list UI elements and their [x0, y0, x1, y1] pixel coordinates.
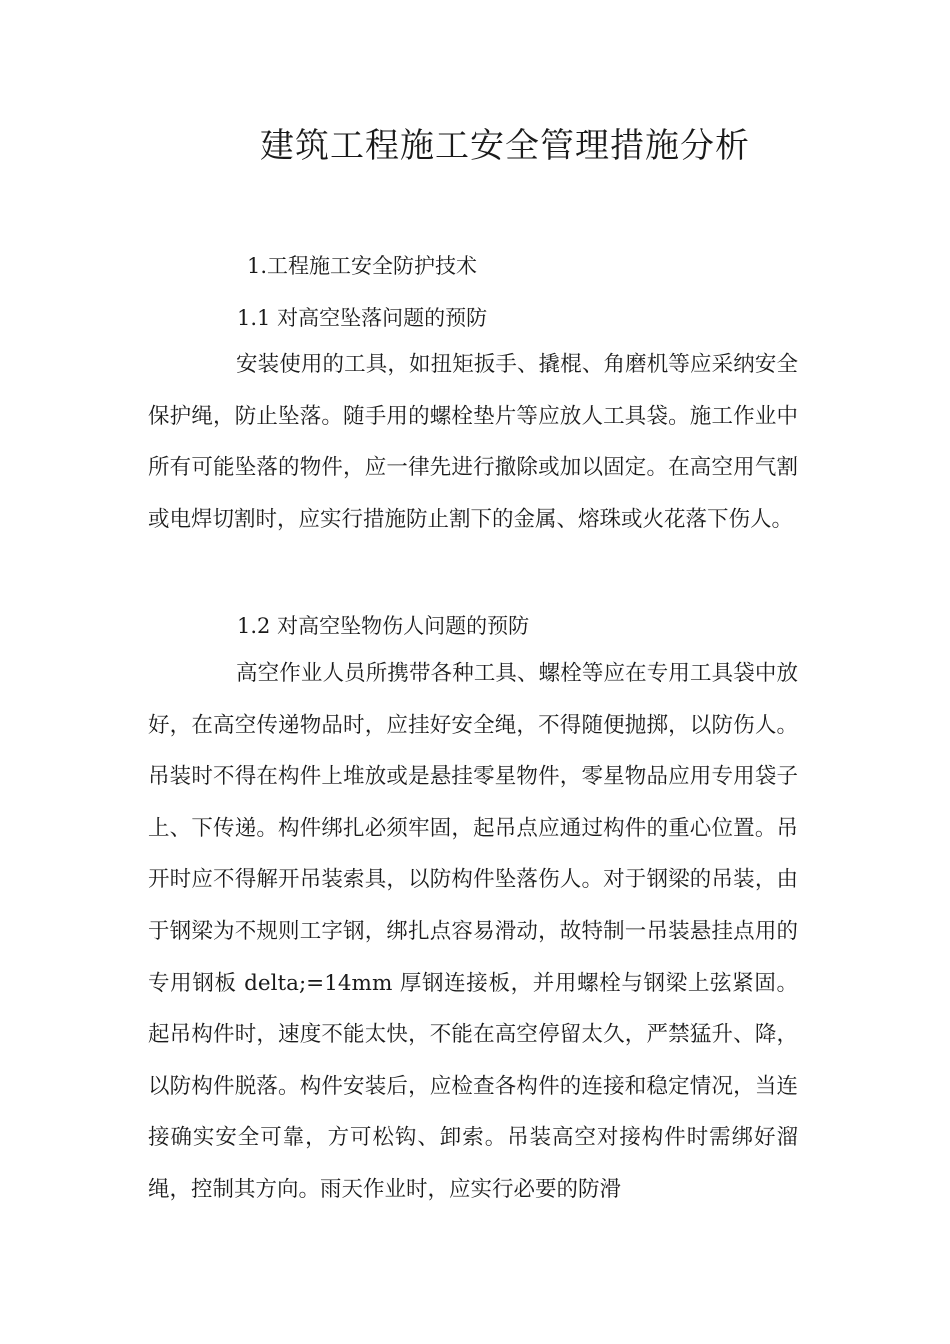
- document-title: 建筑工程施工安全管理措施分析: [260, 126, 750, 166]
- subsection-heading-1-1: 1.1 对高空坠落问题的预防: [237, 306, 488, 330]
- paragraph-falling-object-prevention: 高空作业人员所携带各种工具、螺栓等应在专用工具袋中放好，在高空传递物品时，应挂好安全绳，不得随便抛掷，以防伤人。吊装时不得在构件上堆放或是悬挂零星物件，零星物品应用专用袋子上、下传递。构件绑扎必须牢固，起吊点应通过构件的重心位置。吊开时应不得解开吊装索具，以防构件坠落伤人。对于钢梁的吊装，由于钢梁为不规则工字钢，绑扎点容易滑动，故特制一吊装悬挂点用的专用钢板 delta;=14mm 厚钢连接板，并用螺栓与钢梁上弦紧固。起吊构件时，速度不能太快，不能在高空停留太久，严禁猛升、降，以防构件脱落。构件安装后，应检查各构件的连接和稳定情况，当连接确实安全可靠，方可松钩、卸索。吊装高空对接构件时需绑好溜绳，控制其方向。雨天作业时，应实行必要的防滑: [148, 661, 798, 1202]
- section-heading: 1.工程施工安全防护技术: [247, 254, 478, 278]
- paragraph-fall-prevention: 安装使用的工具，如扭矩扳手、撬棍、角磨机等应采纳安全保护绳，防止坠落。随手用的螺栓垫片等应放人工具袋。施工作业中所有可能坠落的物件，应一律先进行撤除或加以固定。在高空用气割或电焊切割时，应实行措施防止割下的金属、熔珠或火花落下伤人。: [148, 352, 798, 532]
- subsection-heading-1-2: 1.2 对高空坠物伤人问题的预防: [237, 614, 530, 638]
